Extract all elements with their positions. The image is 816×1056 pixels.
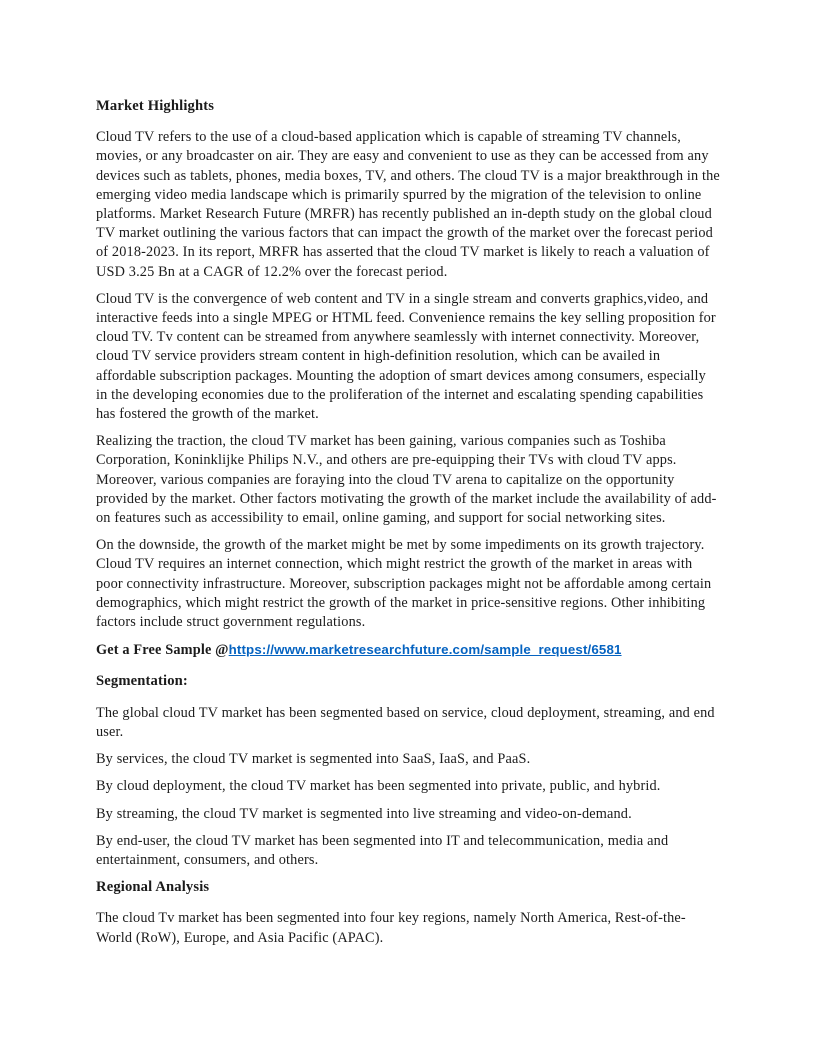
section-heading-market-highlights: Market Highlights xyxy=(96,98,215,114)
paragraph-segmentation-by-services: By services, the cloud TV market is segmented into SaaS, IaaS, and PaaS. xyxy=(96,751,531,768)
paragraph-regional-analysis: The cloud Tv market has been segmented into four key regions, namely North America, Rest-of-the-World (RoW), Europe, and Asia Pacific (APAC). xyxy=(96,910,686,946)
section-heading-segmentation: Segmentation: xyxy=(96,673,188,690)
free-sample-line xyxy=(96,640,720,660)
sample-request-link[interactable]: https://www.marketresearchfuture.com/sample_request/6581 xyxy=(228,642,622,658)
paragraph-downside: On the downside, the growth of the market might be met by some impediments on its growth trajectory. Cloud TV requires an internet connection, which might restrict the growth of the market in areas with poor connectivity infrastructure. Moreover, subscription packages might not be affordable among certain demographics, which might restrict the growth of the market in price-sensitive regions. Other inhibiting factors include struct government regulations. xyxy=(96,537,712,631)
paragraph-market-overview: Cloud TV refers to the use of a cloud-based application which is capable of streaming TV channels, movies, or any broadcaster on air. They are easy and convenient to use as they can be accessed from any devices such as tablets, phones, media boxes, TV, and others. The cloud TV is a major breakthrough in the emerging video media landscape which is primarily spurred by the migration of the television to online platforms. Market Research Future (MRFR) has recently published an in-depth study on the global cloud TV market outlining the various factors that can impact the growth of the market over the forecast period of 2018-2023. In its report, MRFR has asserted that the cloud TV market is likely to reach a valuation of USD 3.25 Bn at a CAGR of 12.2% over the forecast period. xyxy=(96,129,720,280)
free-sample-label: Get a Free Sample @ xyxy=(96,642,229,659)
paragraph-traction: Realizing the traction, the cloud TV market has been gaining, various companies such as Toshiba Corporation, Koninklijke Philips N.V., and others are pre-equipping their TVs with cloud TV apps. Moreover, various companies are foraying into the cloud TV arena to capitalize on the opportunity provided by the market. Other factors motivating the growth of the market include the availability of add-on features such as accessibility to email, online gaming, and support for social networking sites. xyxy=(96,433,717,527)
paragraph-convergence: Cloud TV is the convergence of web content and TV in a single stream and converts graphics,video, and interactive feeds into a single MPEG or HTML feed. Convenience remains the key selling proposition for cloud TV. Tv content can be streamed from anywhere seamlessly with internet connectivity. Moreover, cloud TV service providers stream content in high-definition resolution, which can be availed in affordable subscription packages. Mounting the adoption of smart devices among consumers, especially in the developing economies due to the proliferation of the internet and escalating spending capabilities has fostered the growth of the market. xyxy=(96,290,716,423)
paragraph-segmentation-by-streaming: By streaming, the cloud TV market is segmented into live streaming and video-on-demand. xyxy=(96,805,632,822)
paragraph-segmentation-by-end-user: By end-user, the cloud TV market has been segmented into IT and telecommunication, media and entertainment, consumers, and others. xyxy=(96,832,669,868)
paragraph-segmentation-overview: The global cloud TV market has been segmented based on service, cloud deployment, streaming, and end user. xyxy=(96,704,715,740)
paragraph-segmentation-by-cloud-deployment: By cloud deployment, the cloud TV market has been segmented into private, public, and hybrid. xyxy=(96,778,661,795)
section-heading-regional-analysis: Regional Analysis xyxy=(96,879,210,896)
